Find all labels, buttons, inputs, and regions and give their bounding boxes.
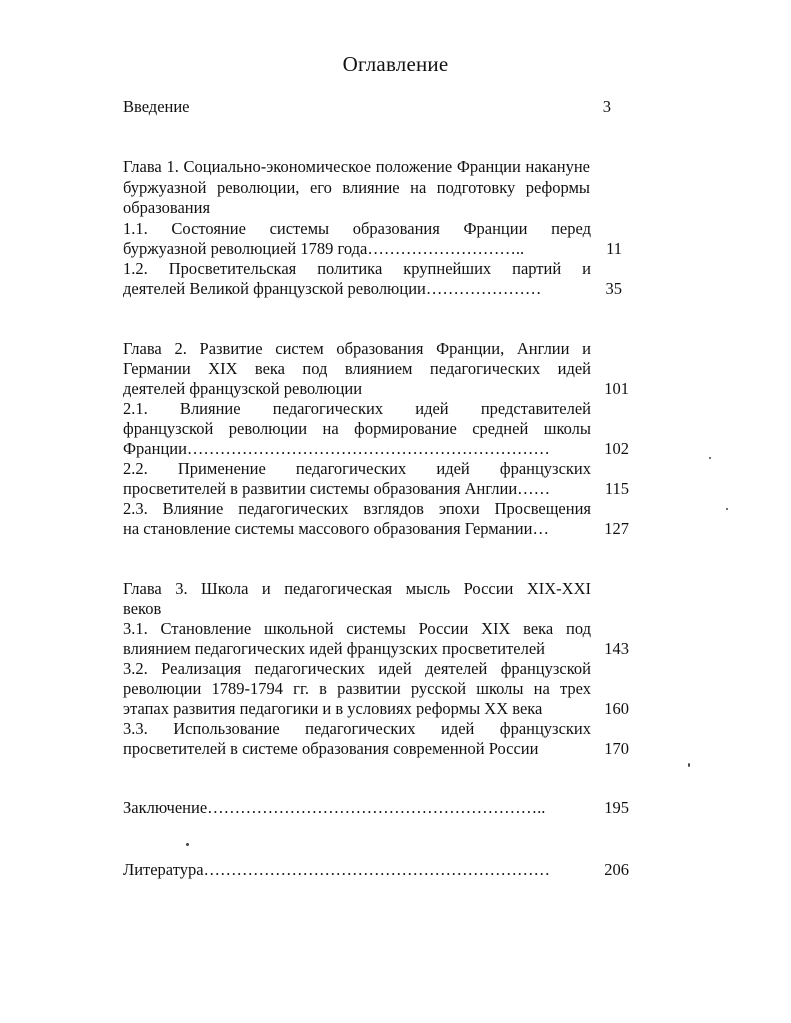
toc-page-intro: 3 [602, 97, 611, 116]
section-2-1-line3: Франции………………………………………………………… [123, 439, 550, 458]
toc-entry-literature: Литература……………………………………………………… [123, 860, 551, 879]
section-3-3-line2: просветителей в системе образования современной России [123, 739, 539, 758]
section-3-1-line2: влиянием педагогических идей французских просветителей [123, 639, 545, 658]
section-2-3-line1: 2.3. Влияние педагогических взглядов эпохи Просвещения [123, 499, 591, 518]
section-3-2-line1: 3.2. Реализация педагогических идей деятелей французской [123, 659, 591, 678]
chapter1-heading: Глава 1. Социально-экономическое положение Франции накануне буржуазной революции, его влияние на подготовку реформы образования [123, 157, 590, 217]
section-2-1-page: 102 [604, 439, 629, 458]
chapter2-heading-line2: Германии XIX века под влиянием педагогических идей [123, 359, 591, 378]
section-2-1-line1: 2.1. Влияние педагогических идей представителей [123, 399, 591, 418]
toc-entry-conclusion: Заключение…………………………………………………….. [123, 798, 546, 817]
toc-entry-intro: Введение [123, 97, 190, 116]
toc-page-conclusion: 195 [604, 798, 629, 817]
scan-speck [726, 508, 728, 510]
chapter3-heading-line1: Глава 3. Школа и педагогическая мысль России XIX-XXI [123, 579, 591, 598]
section-1-1-line2: буржуазной революцией 1789 года……………………….. [123, 239, 525, 258]
section-3-1-line1: 3.1. Становление школьной системы России XIX века под [123, 619, 591, 638]
section-2-3-line2: на становление системы массового образования Германии… [123, 519, 549, 538]
scan-speck [186, 843, 189, 846]
page-title: Оглавление [342, 52, 449, 76]
scan-speck [688, 763, 690, 767]
section-2-2-page: 115 [604, 479, 629, 498]
section-3-1-page: 143 [604, 639, 629, 658]
section-1-1-page: 11 [606, 239, 622, 258]
chapter2-heading-line3: деятелей французской революции [123, 379, 363, 398]
section-3-2-line2: революции 1789-1794 гг. в развитии русской школы на трех [123, 679, 591, 698]
scan-speck [709, 457, 711, 459]
section-2-2-line1: 2.2. Применение педагогических идей французских [123, 459, 591, 478]
section-2-3-page: 127 [604, 519, 629, 538]
section-3-2-line3: этапах развития педагогики и в условиях реформы XX века [123, 699, 543, 718]
section-2-1-line2: французской революции на формирование средней школы [123, 419, 591, 438]
section-1-1-line1: 1.1. Состояние системы образования Франции перед [123, 219, 591, 238]
toc-page-literature: 206 [604, 860, 629, 879]
section-1-2-page: 35 [605, 279, 622, 298]
section-3-2-page: 160 [604, 699, 629, 718]
chapter3-heading-line2: веков [123, 599, 162, 618]
section-1-2-line1: 1.2. Просветительская политика крупнейших партий и [123, 259, 591, 278]
section-2-2-line2: просветителей в развитии системы образования Англии…… [123, 479, 551, 498]
section-3-3-page: 170 [604, 739, 629, 758]
section-1-2-line2: деятелей Великой французской революции………………… [123, 279, 542, 298]
chapter2-heading-page: 101 [604, 379, 629, 398]
section-3-3-line1: 3.3. Использование педагогических идей французских [123, 719, 591, 738]
chapter2-heading-line1: Глава 2. Развитие систем образования Франции, Англии и [123, 339, 591, 358]
